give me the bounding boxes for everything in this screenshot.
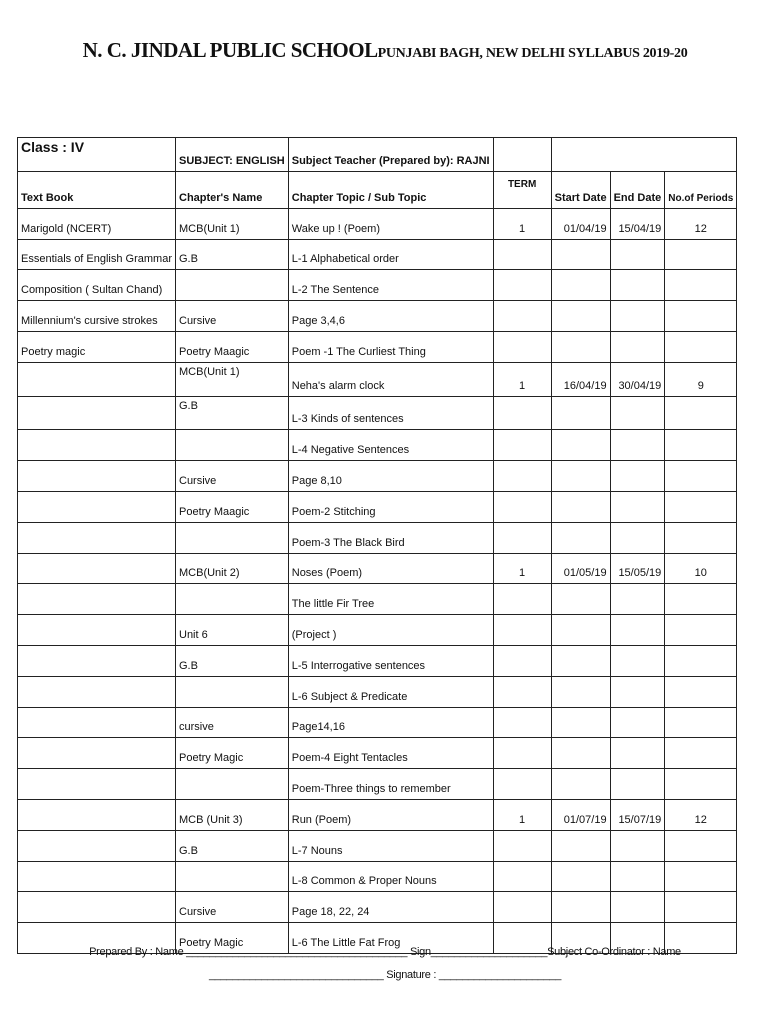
cell-start-date: 01/05/19 xyxy=(551,553,610,584)
cell-text-book: Marigold (NCERT) xyxy=(18,208,176,239)
cell-periods: 12 xyxy=(665,799,737,830)
table-row xyxy=(18,799,737,830)
table-row xyxy=(18,491,737,522)
cell-term xyxy=(493,738,551,769)
cell-periods xyxy=(665,707,737,738)
table-row xyxy=(18,239,737,270)
cell-chapter-topic: L-2 The Sentence xyxy=(288,270,493,301)
cell-end-date xyxy=(610,861,665,892)
cell-end-date xyxy=(610,645,665,676)
col-start-date: Start Date xyxy=(551,172,610,209)
table-row xyxy=(18,396,737,430)
table-row xyxy=(18,208,737,239)
cell-term xyxy=(493,239,551,270)
cell-chapter-name: Poetry Maagic xyxy=(176,491,289,522)
cell-end-date xyxy=(610,892,665,923)
cell-chapter-name: Cursive xyxy=(176,301,289,332)
table-row xyxy=(18,830,737,861)
cell-chapter-topic: L-8 Common & Proper Nouns xyxy=(288,861,493,892)
cell-chapter-topic: L-5 Interrogative sentences xyxy=(288,645,493,676)
cell-text-book xyxy=(18,707,176,738)
table-row xyxy=(18,301,737,332)
table-row xyxy=(18,461,737,492)
cell-start-date xyxy=(551,331,610,362)
cell-start-date xyxy=(551,301,610,332)
col-text-book: Text Book xyxy=(18,172,176,209)
cell-periods xyxy=(665,861,737,892)
cell-chapter-name: MCB (Unit 3) xyxy=(176,799,289,830)
document-title xyxy=(0,38,770,63)
blank-cell xyxy=(493,138,551,172)
cell-chapter-name: Cursive xyxy=(176,892,289,923)
cell-end-date xyxy=(610,461,665,492)
cell-chapter-topic: Page 18, 22, 24 xyxy=(288,892,493,923)
cell-periods: 10 xyxy=(665,553,737,584)
cell-end-date xyxy=(610,707,665,738)
syllabus-table xyxy=(17,137,737,954)
cell-start-date xyxy=(551,738,610,769)
cell-term xyxy=(493,491,551,522)
cell-end-date xyxy=(610,239,665,270)
cell-term: 1 xyxy=(493,553,551,584)
cell-text-book xyxy=(18,584,176,615)
cell-periods xyxy=(665,331,737,362)
table-row xyxy=(18,331,737,362)
cell-chapter-name: Poetry Magic xyxy=(176,923,289,954)
cell-periods: 12 xyxy=(665,208,737,239)
cell-term xyxy=(493,331,551,362)
cell-term: 1 xyxy=(493,208,551,239)
table-row xyxy=(18,430,737,461)
cell-chapter-name: G.B xyxy=(176,396,289,430)
cell-term xyxy=(493,522,551,553)
cell-text-book: Poetry magic xyxy=(18,331,176,362)
location-syllabus: PUNJABI BAGH, NEW DELHI SYLLABUS 2019-20 xyxy=(377,46,688,61)
cell-term xyxy=(493,830,551,861)
cell-chapter-topic: The little Fir Tree xyxy=(288,584,493,615)
cell-text-book: Essentials of English Grammar xyxy=(18,239,176,270)
teacher-label: Subject Teacher (Prepared by): RAJNI xyxy=(288,138,493,172)
cell-term xyxy=(493,615,551,646)
cell-text-book xyxy=(18,553,176,584)
cell-chapter-name xyxy=(176,676,289,707)
cell-end-date xyxy=(610,301,665,332)
cell-term xyxy=(493,769,551,800)
cell-start-date xyxy=(551,676,610,707)
cell-start-date xyxy=(551,615,610,646)
cell-text-book xyxy=(18,645,176,676)
table-row xyxy=(18,522,737,553)
cell-end-date xyxy=(610,584,665,615)
cell-term xyxy=(493,270,551,301)
cell-periods xyxy=(665,676,737,707)
table-row xyxy=(18,584,737,615)
cell-start-date: 01/07/19 xyxy=(551,799,610,830)
cell-periods xyxy=(665,491,737,522)
cell-start-date xyxy=(551,645,610,676)
cell-chapter-name xyxy=(176,522,289,553)
table-row xyxy=(18,270,737,301)
cell-text-book xyxy=(18,799,176,830)
cell-term xyxy=(493,301,551,332)
cell-chapter-name xyxy=(176,861,289,892)
cell-text-book xyxy=(18,491,176,522)
cell-text-book xyxy=(18,522,176,553)
cell-start-date xyxy=(551,892,610,923)
cell-end-date: 30/04/19 xyxy=(610,362,665,396)
table-row xyxy=(18,892,737,923)
cell-start-date xyxy=(551,707,610,738)
cell-periods xyxy=(665,522,737,553)
cell-chapter-name: cursive xyxy=(176,707,289,738)
cell-chapter-topic: Page 8,10 xyxy=(288,461,493,492)
cell-chapter-name: Poetry Maagic xyxy=(176,331,289,362)
cell-start-date xyxy=(551,830,610,861)
table-row xyxy=(18,769,737,800)
cell-end-date xyxy=(610,270,665,301)
cell-periods xyxy=(665,645,737,676)
cell-periods xyxy=(665,396,737,430)
cell-periods xyxy=(665,892,737,923)
cell-term xyxy=(493,461,551,492)
cell-text-book: Composition ( Sultan Chand) xyxy=(18,270,176,301)
cell-term xyxy=(493,892,551,923)
footer-prepared-by: Prepared By : Name ______________________________________ Sign____________________Subject Co-Ordinator : Name xyxy=(89,946,681,958)
cell-chapter-topic: L-1 Alphabetical order xyxy=(288,239,493,270)
cell-start-date xyxy=(551,396,610,430)
cell-chapter-name xyxy=(176,270,289,301)
class-label: Class : IV xyxy=(18,138,176,172)
cell-chapter-topic: Poem -1 The Curliest Thing xyxy=(288,331,493,362)
table-row xyxy=(18,615,737,646)
cell-chapter-topic: Page14,16 xyxy=(288,707,493,738)
cell-chapter-topic: L-3 Kinds of sentences xyxy=(288,396,493,430)
cell-periods xyxy=(665,615,737,646)
cell-term xyxy=(493,707,551,738)
cell-term: 1 xyxy=(493,362,551,396)
cell-chapter-name: G.B xyxy=(176,239,289,270)
cell-chapter-name: MCB(Unit 2) xyxy=(176,553,289,584)
table-row xyxy=(18,676,737,707)
blank-cell xyxy=(551,138,737,172)
table-row xyxy=(18,861,737,892)
cell-text-book xyxy=(18,830,176,861)
subject-label: SUBJECT: ENGLISH xyxy=(176,138,289,172)
table-row xyxy=(18,707,737,738)
cell-term xyxy=(493,396,551,430)
cell-periods xyxy=(665,270,737,301)
cell-periods xyxy=(665,430,737,461)
cell-text-book xyxy=(18,430,176,461)
cell-start-date xyxy=(551,861,610,892)
col-chapter-topic: Chapter Topic / Sub Topic xyxy=(288,172,493,209)
cell-start-date xyxy=(551,430,610,461)
cell-chapter-name xyxy=(176,769,289,800)
cell-text-book xyxy=(18,676,176,707)
cell-term xyxy=(493,861,551,892)
cell-end-date xyxy=(610,522,665,553)
cell-start-date xyxy=(551,461,610,492)
col-chapter-name: Chapter's Name xyxy=(176,172,289,209)
cell-term xyxy=(493,584,551,615)
cell-chapter-name: Cursive xyxy=(176,461,289,492)
cell-chapter-topic: L-6 Subject & Predicate xyxy=(288,676,493,707)
cell-text-book: Millennium's cursive strokes xyxy=(18,301,176,332)
cell-text-book xyxy=(18,769,176,800)
cell-chapter-name: MCB(Unit 1) xyxy=(176,362,289,396)
table-row xyxy=(18,553,737,584)
cell-periods xyxy=(665,769,737,800)
cell-chapter-name xyxy=(176,430,289,461)
cell-chapter-topic: Wake up ! (Poem) xyxy=(288,208,493,239)
cell-start-date xyxy=(551,769,610,800)
cell-term xyxy=(493,430,551,461)
cell-chapter-topic: (Project ) xyxy=(288,615,493,646)
cell-start-date xyxy=(551,522,610,553)
cell-end-date xyxy=(610,491,665,522)
cell-chapter-name: G.B xyxy=(176,645,289,676)
table-row xyxy=(18,362,737,396)
cell-chapter-topic: L-7 Nouns xyxy=(288,830,493,861)
cell-end-date xyxy=(610,331,665,362)
cell-chapter-name: G.B xyxy=(176,830,289,861)
cell-chapter-topic: L-6 The Little Fat Frog xyxy=(288,923,493,954)
cell-chapter-topic: L-4 Negative Sentences xyxy=(288,430,493,461)
class-row xyxy=(18,138,737,172)
cell-chapter-topic: Noses (Poem) xyxy=(288,553,493,584)
footer-signature: ______________________________ Signature : _____________________ xyxy=(208,969,562,981)
cell-end-date xyxy=(610,615,665,646)
cell-term xyxy=(493,645,551,676)
table-row xyxy=(18,738,737,769)
cell-start-date: 01/04/19 xyxy=(551,208,610,239)
table-row xyxy=(18,645,737,676)
cell-end-date xyxy=(610,830,665,861)
cell-chapter-name xyxy=(176,584,289,615)
cell-end-date xyxy=(610,430,665,461)
cell-start-date xyxy=(551,584,610,615)
cell-start-date xyxy=(551,491,610,522)
cell-periods xyxy=(665,301,737,332)
cell-periods: 9 xyxy=(665,362,737,396)
cell-chapter-topic: Neha's alarm clock xyxy=(288,362,493,396)
cell-text-book xyxy=(18,738,176,769)
cell-text-book xyxy=(18,396,176,430)
cell-chapter-topic: Poem-Three things to remember xyxy=(288,769,493,800)
cell-text-book xyxy=(18,362,176,396)
col-end-date: End Date xyxy=(610,172,665,209)
cell-chapter-name: Poetry Magic xyxy=(176,738,289,769)
cell-chapter-topic: Page 3,4,6 xyxy=(288,301,493,332)
cell-periods xyxy=(665,461,737,492)
column-header-row xyxy=(18,172,737,209)
cell-text-book xyxy=(18,461,176,492)
cell-end-date: 15/07/19 xyxy=(610,799,665,830)
cell-start-date xyxy=(551,270,610,301)
cell-chapter-topic: Poem-3 The Black Bird xyxy=(288,522,493,553)
cell-start-date: 16/04/19 xyxy=(551,362,610,396)
cell-chapter-topic: Run (Poem) xyxy=(288,799,493,830)
cell-chapter-topic: Poem-2 Stitching xyxy=(288,491,493,522)
col-periods: No.of Periods xyxy=(665,172,737,209)
cell-term: 1 xyxy=(493,799,551,830)
cell-chapter-name: Unit 6 xyxy=(176,615,289,646)
cell-term xyxy=(493,676,551,707)
cell-end-date xyxy=(610,769,665,800)
cell-end-date xyxy=(610,396,665,430)
cell-end-date xyxy=(610,738,665,769)
cell-periods xyxy=(665,830,737,861)
cell-end-date: 15/04/19 xyxy=(610,208,665,239)
cell-end-date xyxy=(610,676,665,707)
cell-start-date xyxy=(551,239,610,270)
cell-end-date: 15/05/19 xyxy=(610,553,665,584)
cell-text-book xyxy=(18,861,176,892)
school-name: N. C. JINDAL PUBLIC SCHOOL xyxy=(82,38,378,62)
cell-chapter-name: MCB(Unit 1) xyxy=(176,208,289,239)
cell-periods xyxy=(665,239,737,270)
cell-chapter-topic: Poem-4 Eight Tentacles xyxy=(288,738,493,769)
cell-periods xyxy=(665,584,737,615)
cell-periods xyxy=(665,738,737,769)
cell-text-book xyxy=(18,892,176,923)
col-term: TERM xyxy=(493,172,551,209)
cell-text-book xyxy=(18,615,176,646)
